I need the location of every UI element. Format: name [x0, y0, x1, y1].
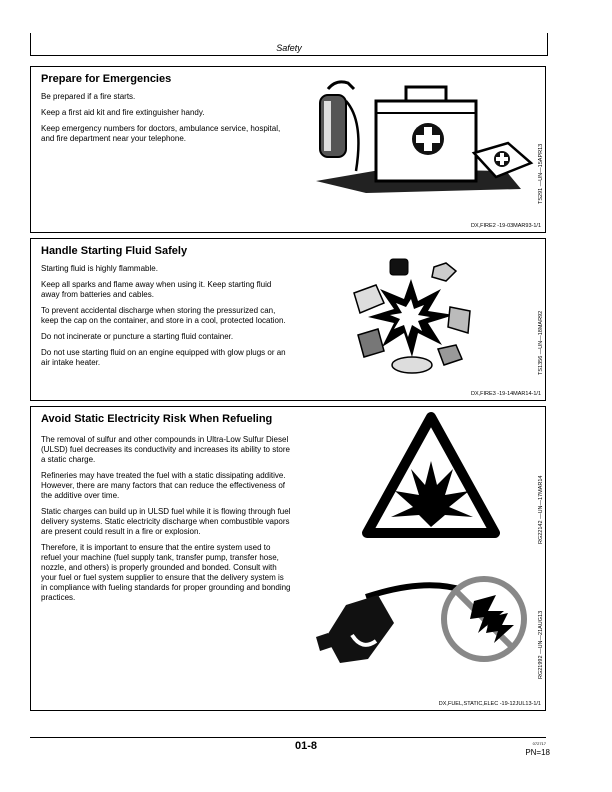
- paragraph: Starting fluid is highly flammable.: [41, 264, 158, 273]
- image-id: TS291 —UN—15APR13: [538, 143, 544, 204]
- paragraph: Do not use starting fluid on an engine equipped with glow plugs or an air intake heater.: [41, 348, 286, 367]
- paragraph: Static charges can build up in ULSD fuel while it is flowing through fuel delivery systems. Static electricity discharge when combustible vapors are present could result in a fire or explosion.: [41, 507, 291, 536]
- section-body: [41, 264, 291, 374]
- paragraph: Therefore, it is important to ensure that the entire system used to refuel your machine (fuel supply tank, transfer pump, transfer hose, nozzle, and others) is properly grounded and bonded. Consult with your fuel or fuel system supplier to ensure that the delivery system is in compliance with fueling standards for proper grounding and bonding practices.: [41, 543, 291, 602]
- paragraph: Do not incinerate or puncture a starting fluid container.: [41, 332, 234, 341]
- fire-extinguisher-first-aid-illustration: [306, 71, 536, 196]
- footer-divider: [30, 737, 546, 738]
- paragraph: Keep a first aid kit and fire extinguisher handy.: [41, 108, 205, 117]
- page-number: 01-8: [294, 740, 318, 752]
- section-code: DX,FIRE3 -19-14MAR14-1/1: [471, 391, 541, 397]
- paragraph: Keep emergency numbers for doctors, ambulance service, hospital, and fire department near your telephone.: [41, 124, 281, 143]
- image-id: TS1356 —UN—18MAR92: [538, 310, 544, 375]
- section-code: DX,FIRE2 -19-03MAR93-1/1: [471, 223, 541, 229]
- paragraph: Be prepared if a fire starts.: [41, 92, 136, 101]
- paragraph: To prevent accidental discharge when storing the pressurized can, keep the cap on the container, and store in a cool, protected location.: [41, 306, 286, 325]
- fuel-nozzle-static-prohibition-icon: [306, 567, 536, 672]
- section-body: [41, 92, 291, 150]
- header-frame: [30, 33, 548, 56]
- paragraph: Refineries may have treated the fuel with a static dissipating additive. However, there are many factors that can reduce the effectiveness of the additive over time.: [41, 471, 286, 500]
- section-title: Handle Starting Fluid Safely: [41, 245, 188, 257]
- section-starting-fluid: [30, 238, 546, 401]
- page-header-title: Safety: [276, 43, 302, 53]
- image-id: RG22142 —UN—17MAR14: [538, 475, 544, 544]
- section-title: Prepare for Emergencies: [41, 73, 172, 85]
- section-prepare-emergencies: [30, 66, 546, 233]
- paragraph: Keep all sparks and flame away when using it. Keep starting fluid away from batteries and cables.: [41, 280, 272, 299]
- footer-date: 072717: [532, 741, 546, 746]
- footer-pn: PN=18: [525, 748, 550, 757]
- section-code: DX,FUEL,STATIC,ELEC -19-12JUL13-1/1: [438, 701, 541, 707]
- explosion-warning-triangle-icon: [361, 411, 501, 541]
- image-id: RG21992 —UN—21AUG13: [538, 610, 544, 679]
- section-body: [41, 435, 291, 609]
- section-title: Avoid Static Electricity Risk When Refueling: [41, 413, 273, 425]
- section-static-electricity: [30, 406, 546, 711]
- starting-fluid-explosion-illustration: [346, 253, 476, 378]
- paragraph: The removal of sulfur and other compounds in Ultra-Low Sulfur Diesel (ULSD) fuel decreases its conductivity and increases its ability to store a static charge.: [41, 435, 290, 464]
